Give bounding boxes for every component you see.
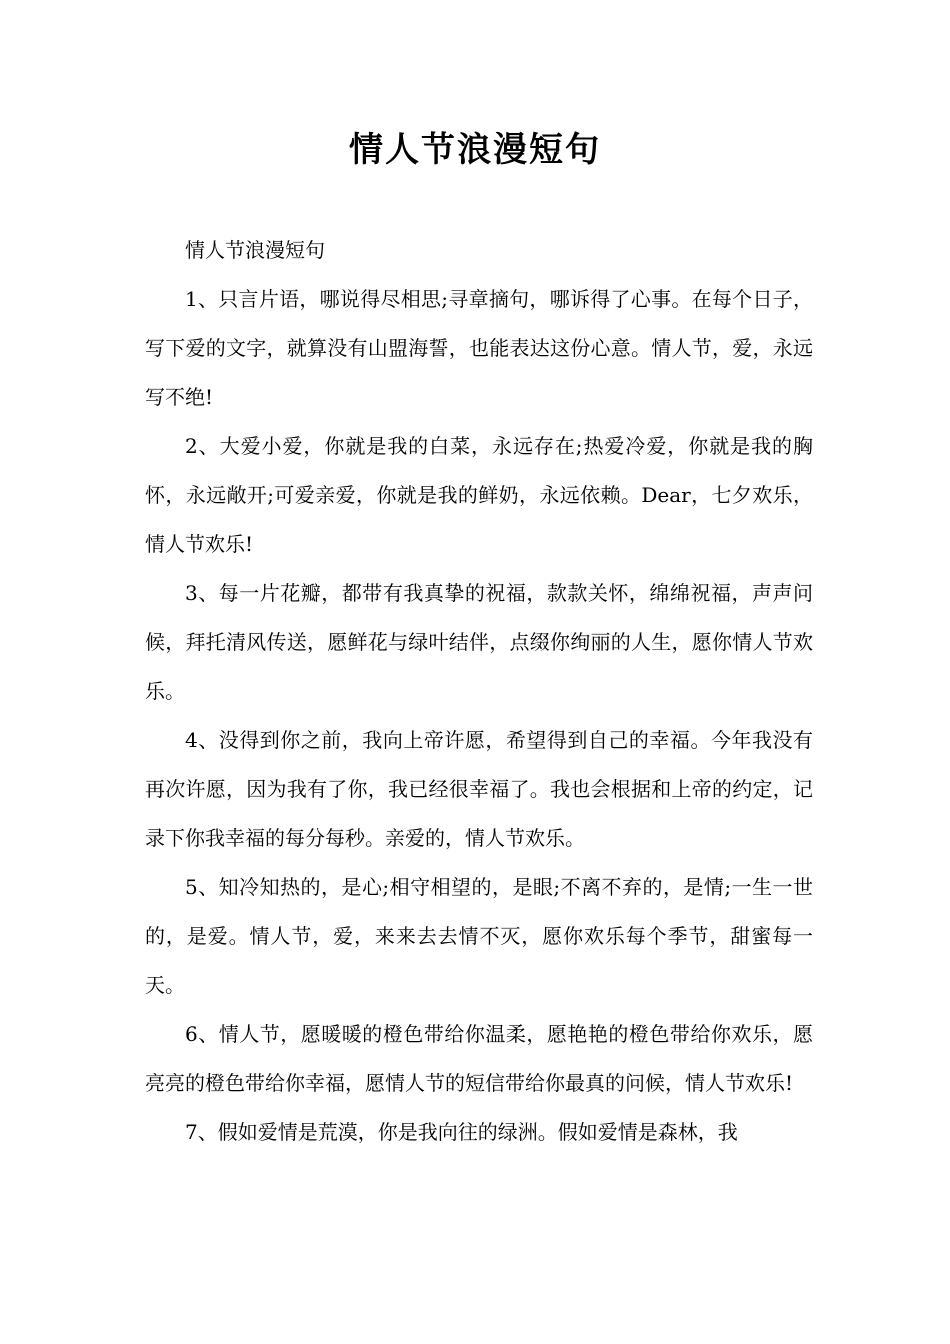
- paragraph-1: 1、只言片语，哪说得尽相思;寻章摘句，哪诉得了心事。在每个日子，写下爱的文字，就算没有山盟海誓，也能表达这份心意。情人节，爱，永远写不绝!: [145, 287, 813, 409]
- document-title: 情人节浪漫短句: [349, 130, 601, 170]
- document-body: [145, 226, 813, 1157]
- paragraph-7: 7、假如爱情是荒漠，你是我向往的绿洲。假如爱情是森林，我: [185, 1120, 738, 1144]
- paragraph-5: 5、知冷知热的，是心;相守相望的，是眼;不离不弃的，是情;一生一世的，是爱。情人节，爱，来来去去情不灭，愿你欢乐每个季节，甜蜜每一天。: [145, 875, 813, 997]
- document-subtitle: 情人节浪漫短句: [185, 238, 325, 262]
- paragraph-4: 4、没得到你之前，我向上帝许愿，希望得到自己的幸福。今年我没有再次许愿，因为我有了你，我已经很幸福了。我也会根据和上帝的约定，记录下你我幸福的每分每秒。亲爱的，情人节欢乐。: [145, 728, 813, 850]
- paragraph-6: 6、情人节，愿暖暖的橙色带给你温柔，愿艳艳的橙色带给你欢乐，愿亮亮的橙色带给你幸福，愿情人节的短信带给你最真的问候，情人节欢乐!: [145, 1022, 813, 1095]
- paragraph-2: 2、大爱小爱，你就是我的白菜，永远存在;热爱冷爱，你就是我的胸怀，永远敞开;可爱亲爱，你就是我的鲜奶，永远依赖。Dear，七夕欢乐，情人节欢乐!: [145, 434, 813, 556]
- paragraph-3: 3、每一片花瓣，都带有我真挚的祝福，款款关怀，绵绵祝福，声声问候，拜托清风传送，愿鲜花与绿叶结伴，点缀你绚丽的人生，愿你情人节欢乐。: [145, 581, 813, 703]
